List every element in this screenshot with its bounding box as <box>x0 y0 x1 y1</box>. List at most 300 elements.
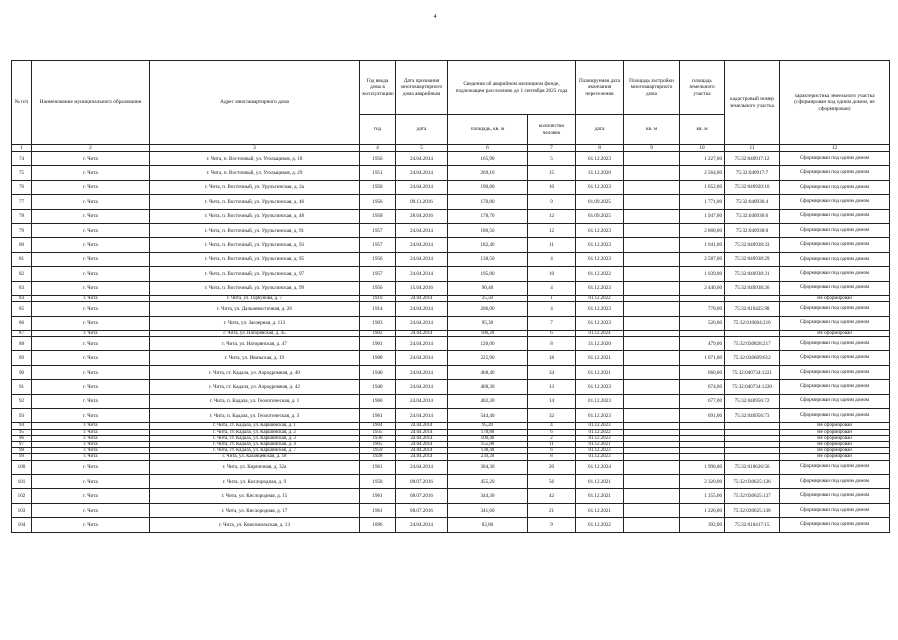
row-number: 86 <box>12 316 32 330</box>
address-cell: г. Чита, п. Восточный, ул. Угольщиков, д. 18 <box>150 152 360 166</box>
land-area-cell: 1 227,00 <box>680 152 725 166</box>
row-number: 91 <box>12 380 32 394</box>
table-row <box>12 166 890 180</box>
planned-date-cell: 01.12.2023 <box>576 394 624 408</box>
area-cell: 155,80 <box>448 442 528 448</box>
area-cell: 239,20 <box>448 454 528 460</box>
header-planned-date: Планируемая дата окончания переселения <box>576 61 624 115</box>
built-area-cell <box>624 316 680 330</box>
land-char-cell: Сформирован под одним домом <box>780 394 890 408</box>
municipality-cell: г. Чита <box>32 429 150 435</box>
table-body <box>12 152 890 533</box>
people-cell: 13 <box>528 380 576 394</box>
year-cell: 1961 <box>360 503 396 517</box>
address-cell: г. Чита, ул. Кирпичная, д. 32а <box>150 460 360 474</box>
year-cell: 1958 <box>360 209 396 223</box>
planned-date-cell: 01.12.2024 <box>576 460 624 474</box>
header-date-emergency: Дата признания многоквартирного дома аварийным <box>396 61 448 115</box>
cadastral-cell: 75:32:030625:126 <box>725 475 780 489</box>
table-row <box>12 337 890 351</box>
built-area-cell <box>624 238 680 252</box>
people-cell: 11 <box>528 238 576 252</box>
land-char-cell: Сформирован под одним домом <box>780 152 890 166</box>
table-row <box>12 180 890 194</box>
date-cell: 24.04.2014 <box>396 302 448 316</box>
date-cell: 08.07.2016 <box>396 475 448 489</box>
address-cell: г. Чита, п. Восточный, ул. Урульгинская, д. 93 <box>150 238 360 252</box>
row-number: 89 <box>12 351 32 365</box>
municipality-cell: г. Чита <box>32 503 150 517</box>
area-cell: 468,30 <box>448 380 528 394</box>
municipality-cell: г. Чита <box>32 442 150 448</box>
date-cell: 24.04.2014 <box>396 518 448 532</box>
land-char-cell: Сформирован под одним домом <box>780 223 890 237</box>
land-area-cell: 2 320,00 <box>680 475 725 489</box>
subheader-area: площадь, кв. м <box>448 115 528 145</box>
municipality-cell: г. Чита <box>32 435 150 441</box>
cadastral-cell: 75:32:040938:8 <box>725 223 780 237</box>
planned-date-cell: 01.12.2023 <box>576 281 624 295</box>
row-number: 92 <box>12 394 32 408</box>
land-area-cell: 1 947,00 <box>680 209 725 223</box>
people-cell: 20 <box>528 460 576 474</box>
table-row <box>12 503 890 517</box>
cadastral-cell: 75:32:030625:138 <box>725 503 780 517</box>
municipality-cell: г. Чита <box>32 180 150 194</box>
area-cell: 402,30 <box>448 394 528 408</box>
address-cell: г. Чита, ул. Горбунова, д. 7 <box>150 295 360 301</box>
built-area-cell <box>624 460 680 474</box>
people-cell: 21 <box>528 503 576 517</box>
address-cell: г. Чита, ул. Нагорянская, д. 47 <box>150 337 360 351</box>
area-cell: 195,80 <box>448 267 528 281</box>
cadastral-cell: 75:32:030828:217 <box>725 337 780 351</box>
cadastral-cell: 75:32:040938:33 <box>725 238 780 252</box>
row-number: 79 <box>12 223 32 237</box>
planned-date-cell: 01.12.2022 <box>576 429 624 435</box>
planned-date-cell: 01.12.2021 <box>576 475 624 489</box>
land-char-cell: Не сформирован <box>780 429 890 435</box>
date-cell: 24.04.2014 <box>396 238 448 252</box>
table-row <box>12 518 890 532</box>
built-area-cell <box>624 195 680 209</box>
row-number: 87 <box>12 330 32 336</box>
area-cell: 269,10 <box>448 166 528 180</box>
people-cell: 1 <box>528 295 576 301</box>
column-number: 10 <box>680 145 725 152</box>
year-cell: 1903 <box>360 316 396 330</box>
area-cell: 304,30 <box>448 460 528 474</box>
subheader-land-area: кв. м <box>680 115 725 145</box>
built-area-cell <box>624 351 680 365</box>
table-row <box>12 302 890 316</box>
municipality-cell: г. Чита <box>32 223 150 237</box>
planned-date-cell: 01.12.2022 <box>576 267 624 281</box>
land-char-cell: Сформирован под одним домом <box>780 209 890 223</box>
built-area-cell <box>624 209 680 223</box>
address-cell: г. Чита, ст. Кадала, ул. Каршинская, д. 1 <box>150 423 360 429</box>
table-row <box>12 380 890 394</box>
cadastral-cell: 75:32:040734:1220 <box>725 380 780 394</box>
land-area-cell: 1 039,00 <box>680 267 725 281</box>
year-cell: 1961 <box>360 460 396 474</box>
date-cell: 24.04.2014 <box>396 152 448 166</box>
year-cell: 1901 <box>360 337 396 351</box>
date-cell: 08.07.2016 <box>396 503 448 517</box>
people-cell: 10 <box>528 267 576 281</box>
planned-date-cell: 01.12.2021 <box>576 351 624 365</box>
municipality-cell: г. Чита <box>32 394 150 408</box>
date-cell: 24.04.2014 <box>396 454 448 460</box>
year-cell: 1956 <box>360 281 396 295</box>
land-char-cell: Сформирован под одним домом <box>780 195 890 209</box>
municipality-cell: г. Чита <box>32 337 150 351</box>
municipality-cell: г. Чита <box>32 238 150 252</box>
land-char-cell: Сформирован под одним домом <box>780 166 890 180</box>
built-area-cell <box>624 518 680 532</box>
planned-date-cell: 01.12.2022 <box>576 295 624 301</box>
planned-date-cell: 31.12.2020 <box>576 337 624 351</box>
people-cell: 6 <box>528 330 576 336</box>
area-cell: 170,80 <box>448 195 528 209</box>
column-number: 7 <box>528 145 576 152</box>
municipality-cell: г. Чита <box>32 195 150 209</box>
planned-date-cell: 01.12.2021 <box>576 365 624 379</box>
row-number: 81 <box>12 252 32 266</box>
planned-date-cell: 01.12.2021 <box>576 489 624 503</box>
table-row <box>12 252 890 266</box>
planned-date-cell: 01.12.2023 <box>576 302 624 316</box>
address-cell: г. Чита, ул. Кислородная, д. 9 <box>150 475 360 489</box>
land-area-cell: 2 587,00 <box>680 252 725 266</box>
land-char-cell: Сформирован под одним домом <box>780 518 890 532</box>
date-cell: 24.04.2014 <box>396 460 448 474</box>
area-cell: 344,30 <box>448 489 528 503</box>
page-number: 4 <box>433 14 437 20</box>
year-cell: 1956 <box>360 252 396 266</box>
land-char-cell: Не сформирован <box>780 435 890 441</box>
subheader-year: год <box>360 115 396 145</box>
year-cell: 1928 <box>360 454 396 460</box>
date-cell: 24.04.2014 <box>396 423 448 429</box>
year-cell: 1957 <box>360 223 396 237</box>
row-number: 93 <box>12 409 32 423</box>
row-number: 90 <box>12 365 32 379</box>
cadastral-cell: 75:32:040938:31 <box>725 267 780 281</box>
cadastral-cell: 75:32:010626:56 <box>725 460 780 474</box>
area-cell: 138,40 <box>448 448 528 454</box>
address-cell: г. Чита, ул. Нагорянская, д. 45 <box>150 330 360 336</box>
land-char-cell: Сформирован под одним домом <box>780 302 890 316</box>
people-cell: 2 <box>528 435 576 441</box>
area-cell: 455,20 <box>448 475 528 489</box>
cadastral-cell: 75:32:040734:1221 <box>725 365 780 379</box>
municipality-cell: г. Чита <box>32 295 150 301</box>
date-cell: 15.04.2016 <box>396 281 448 295</box>
municipality-cell: г. Чита <box>32 152 150 166</box>
date-cell: 24.04.2014 <box>396 409 448 423</box>
planned-date-cell: 01.12.2023 <box>576 454 624 460</box>
area-cell: 100,40 <box>448 435 528 441</box>
built-area-cell <box>624 223 680 237</box>
planned-date-cell: 01.12.2023 <box>576 252 624 266</box>
built-area-cell <box>624 489 680 503</box>
table-row <box>12 475 890 489</box>
people-cell: 32 <box>528 409 576 423</box>
municipality-cell: г. Чита <box>32 166 150 180</box>
municipality-cell: г. Чита <box>32 316 150 330</box>
year-cell: 1902 <box>360 330 396 336</box>
address-cell: г. Чита, ст. Кадала, ул. Каршинская, д. 4 <box>150 442 360 448</box>
header-land-area: площадь земельного участка <box>680 61 725 115</box>
row-number: 100 <box>12 460 32 474</box>
area-cell: 341,60 <box>448 503 528 517</box>
municipality-cell: г. Чита <box>32 365 150 379</box>
built-area-cell <box>624 337 680 351</box>
land-char-cell: Сформирован под одним домом <box>780 252 890 266</box>
address-cell: г. Чита, ул. Кислородная, д. 17 <box>150 503 360 517</box>
people-cell: 7 <box>528 316 576 330</box>
cadastral-cell: 75:32:010417:15 <box>725 518 780 532</box>
address-cell: г. Чита, п. Восточный, ул. Угольщиков, д. 29 <box>150 166 360 180</box>
row-number: 80 <box>12 238 32 252</box>
people-cell: 9 <box>528 195 576 209</box>
land-area-cell: 392,00 <box>680 518 725 532</box>
planned-date-cell: 01.12.2023 <box>576 238 624 252</box>
area-cell: 544,40 <box>448 409 528 423</box>
planned-date-cell: 01.12.2024 <box>576 330 624 336</box>
table-row <box>12 394 890 408</box>
row-number: 104 <box>12 518 32 532</box>
municipality-cell: г. Чита <box>32 281 150 295</box>
year-cell: 1940 <box>360 380 396 394</box>
municipality-cell: г. Чита <box>32 267 150 281</box>
planned-date-cell: 31.12.2020 <box>576 166 624 180</box>
subheader-date: дата <box>396 115 448 145</box>
planned-date-cell: 01.12.2021 <box>576 442 624 448</box>
municipality-cell: г. Чита <box>32 423 150 429</box>
land-area-cell: 1 652,00 <box>680 180 725 194</box>
address-cell: г. Чита, ст. Кадала, ул. Каршинская, д. 2 <box>150 429 360 435</box>
header-land-char: характеристика земельного участка (сформирован под одним домом, не сформирован) <box>780 61 890 145</box>
header-address: Адрес многоквартирного дома <box>150 61 360 145</box>
row-number: 95 <box>12 429 32 435</box>
land-area-cell: 778,00 <box>680 302 725 316</box>
year-cell: 1960 <box>360 394 396 408</box>
date-cell: 24.04.2014 <box>396 429 448 435</box>
land-char-cell: Сформирован под одним домом <box>780 503 890 517</box>
date-cell: 24.04.2014 <box>396 394 448 408</box>
date-cell: 24.04.2014 <box>396 166 448 180</box>
people-cell: 14 <box>528 394 576 408</box>
land-area-cell: 674,00 <box>680 380 725 394</box>
built-area-cell <box>624 180 680 194</box>
built-area-cell <box>624 365 680 379</box>
planned-date-cell: 01.09.2025 <box>576 195 624 209</box>
emergency-housing-table <box>11 60 890 533</box>
people-cell: 34 <box>528 365 576 379</box>
area-cell: 95,20 <box>448 423 528 429</box>
municipality-cell: г. Чита <box>32 209 150 223</box>
address-cell: г. Чита, ул. Заозерная, д. 113 <box>150 316 360 330</box>
area-cell: 182,40 <box>448 238 528 252</box>
municipality-cell: г. Чита <box>32 330 150 336</box>
date-cell: 24.04.2014 <box>396 365 448 379</box>
date-cell: 24.04.2014 <box>396 267 448 281</box>
people-cell: 4 <box>528 252 576 266</box>
land-area-cell: 2 440,00 <box>680 281 725 295</box>
people-cell: 9 <box>528 518 576 532</box>
row-number: 101 <box>12 475 32 489</box>
date-cell: 24.04.2014 <box>396 380 448 394</box>
people-cell: 15 <box>528 166 576 180</box>
municipality-cell: г. Чита <box>32 252 150 266</box>
municipality-cell: г. Чита <box>32 460 150 474</box>
land-char-cell: Сформирован под одним домом <box>780 409 890 423</box>
date-cell: 24.04.2014 <box>396 223 448 237</box>
table-row <box>12 460 890 474</box>
built-area-cell <box>624 503 680 517</box>
built-area-cell <box>624 394 680 408</box>
built-area-cell <box>624 281 680 295</box>
built-area-cell <box>624 302 680 316</box>
address-cell: г. Чита, п. Кадала, ул. Геологическая, д. 3 <box>150 409 360 423</box>
date-cell: 24.04.2014 <box>396 442 448 448</box>
table-row <box>12 238 890 252</box>
address-cell: г. Чита, ул. Кислородная, д. 15 <box>150 489 360 503</box>
cadastral-cell: 75:32:040938:29 <box>725 252 780 266</box>
planned-date-cell: 01.12.2023 <box>576 435 624 441</box>
date-cell: 24.04.2014 <box>396 295 448 301</box>
row-number: 94 <box>12 423 32 429</box>
address-cell: г. Чита, ул. Казанцевская, д. 18 <box>150 454 360 460</box>
year-cell: 1910 <box>360 295 396 301</box>
column-number: 9 <box>624 145 680 152</box>
row-number: 77 <box>12 195 32 209</box>
area-cell: 206,00 <box>448 302 528 316</box>
year-cell: 1957 <box>360 238 396 252</box>
area-cell: 178,80 <box>448 429 528 435</box>
land-char-cell: Сформирован под одним домом <box>780 316 890 330</box>
table-row <box>12 316 890 330</box>
date-cell: 24.04.2014 <box>396 316 448 330</box>
address-cell: г. Чита, ст. Кадала, ул. Каршинская, д. 7 <box>150 448 360 454</box>
date-cell: 09.11.2016 <box>396 195 448 209</box>
header-year-commission: Год ввода дома в эксплуатацию <box>360 61 396 115</box>
address-cell: г. Чита, п. Восточный, ул. Урульгинская, д. 48 <box>150 209 360 223</box>
year-cell: 1958 <box>360 475 396 489</box>
area-cell: 25,50 <box>448 295 528 301</box>
cadastral-cell: 75:32:040938:26 <box>725 281 780 295</box>
year-cell: 1959 <box>360 448 396 454</box>
header-fund-info: Сведения об аварийном жилищном фонде, подлежащем расселению до 1 сентября 2025 года <box>448 61 576 115</box>
table-row <box>12 281 890 295</box>
people-cell: 4 <box>528 302 576 316</box>
land-area-cell: 1 771,00 <box>680 195 725 209</box>
address-cell: г. Чита, п. Восточный, ул. Урульгинская, д. 2а <box>150 180 360 194</box>
municipality-cell: г. Чита <box>32 454 150 460</box>
column-number: 8 <box>576 145 624 152</box>
date-cell: 24.04.2014 <box>396 330 448 336</box>
area-cell: 82,80 <box>448 518 528 532</box>
land-area-cell: 1 071,00 <box>680 351 725 365</box>
area-cell: 468,40 <box>448 365 528 379</box>
year-cell: 1957 <box>360 267 396 281</box>
built-area-cell <box>624 380 680 394</box>
row-number: 76 <box>12 180 32 194</box>
date-cell: 24.04.2014 <box>396 180 448 194</box>
cadastral-cell: 75:32:040936:4 <box>725 195 780 209</box>
area-cell: 180,50 <box>448 223 528 237</box>
people-cell: 6 <box>528 448 576 454</box>
people-cell: 8 <box>528 454 576 460</box>
built-area-cell <box>624 166 680 180</box>
date-cell: 24.04.2014 <box>396 448 448 454</box>
address-cell: г. Чита, п. Восточный, ул. Урульгинская, д. 95 <box>150 252 360 266</box>
area-cell: 178,70 <box>448 209 528 223</box>
municipality-cell: г. Чита <box>32 489 150 503</box>
year-cell: 1936 <box>360 435 396 441</box>
land-char-cell: Сформирован под одним домом <box>780 380 890 394</box>
cadastral-cell: 75:32:010425:98 <box>725 302 780 316</box>
cadastral-cell: 75:32:030609:612 <box>725 351 780 365</box>
planned-date-cell: 01.12.2021 <box>576 503 624 517</box>
land-area-cell: 479,00 <box>680 337 725 351</box>
cadastral-cell: 75:32:010604:216 <box>725 316 780 330</box>
land-area-cell: 1 041,00 <box>680 238 725 252</box>
municipality-cell: г. Чита <box>32 380 150 394</box>
row-number: 83 <box>12 281 32 295</box>
land-char-cell: Не сформирован <box>780 454 890 460</box>
row-number: 82 <box>12 267 32 281</box>
table-row <box>12 267 890 281</box>
area-cell: 180,20 <box>448 330 528 336</box>
land-char-cell: Не сформирован <box>780 295 890 301</box>
municipality-cell: г. Чита <box>32 448 150 454</box>
year-cell: 1956 <box>360 195 396 209</box>
row-number: 88 <box>12 337 32 351</box>
column-number-row <box>12 145 890 152</box>
table-row <box>12 351 890 365</box>
municipality-cell: г. Чита <box>32 518 150 532</box>
column-number: 11 <box>725 145 780 152</box>
row-number: 98 <box>12 448 32 454</box>
date-cell: 24.04.2014 <box>396 351 448 365</box>
date-cell: 28.04.2016 <box>396 209 448 223</box>
address-cell: г. Чита, ул. Июньская, д. 19 <box>150 351 360 365</box>
people-cell: 56 <box>528 475 576 489</box>
people-cell: 4 <box>528 281 576 295</box>
cadastral-cell: 75:32:040920:10 <box>725 180 780 194</box>
planned-date-cell: 01.12.2022 <box>576 518 624 532</box>
land-area-cell: 2 868,00 <box>680 223 725 237</box>
table-header <box>12 61 890 152</box>
built-area-cell <box>624 152 680 166</box>
land-char-cell: Сформирован под одним домом <box>780 337 890 351</box>
address-cell: г. Чита, ул. Комсомольская, д. 13 <box>150 518 360 532</box>
table-row <box>12 409 890 423</box>
row-number: 96 <box>12 435 32 441</box>
cadastral-cell: 75:32:040956:72 <box>725 394 780 408</box>
column-number: 5 <box>396 145 448 152</box>
land-area-cell: 1 355,00 <box>680 489 725 503</box>
planned-date-cell: 01.12.2023 <box>576 316 624 330</box>
date-cell: 24.04.2014 <box>396 252 448 266</box>
planned-date-cell: 01.12.2023 <box>576 223 624 237</box>
year-cell: 1905 <box>360 442 396 448</box>
land-area-cell: 526,00 <box>680 316 725 330</box>
year-cell: 1904 <box>360 423 396 429</box>
